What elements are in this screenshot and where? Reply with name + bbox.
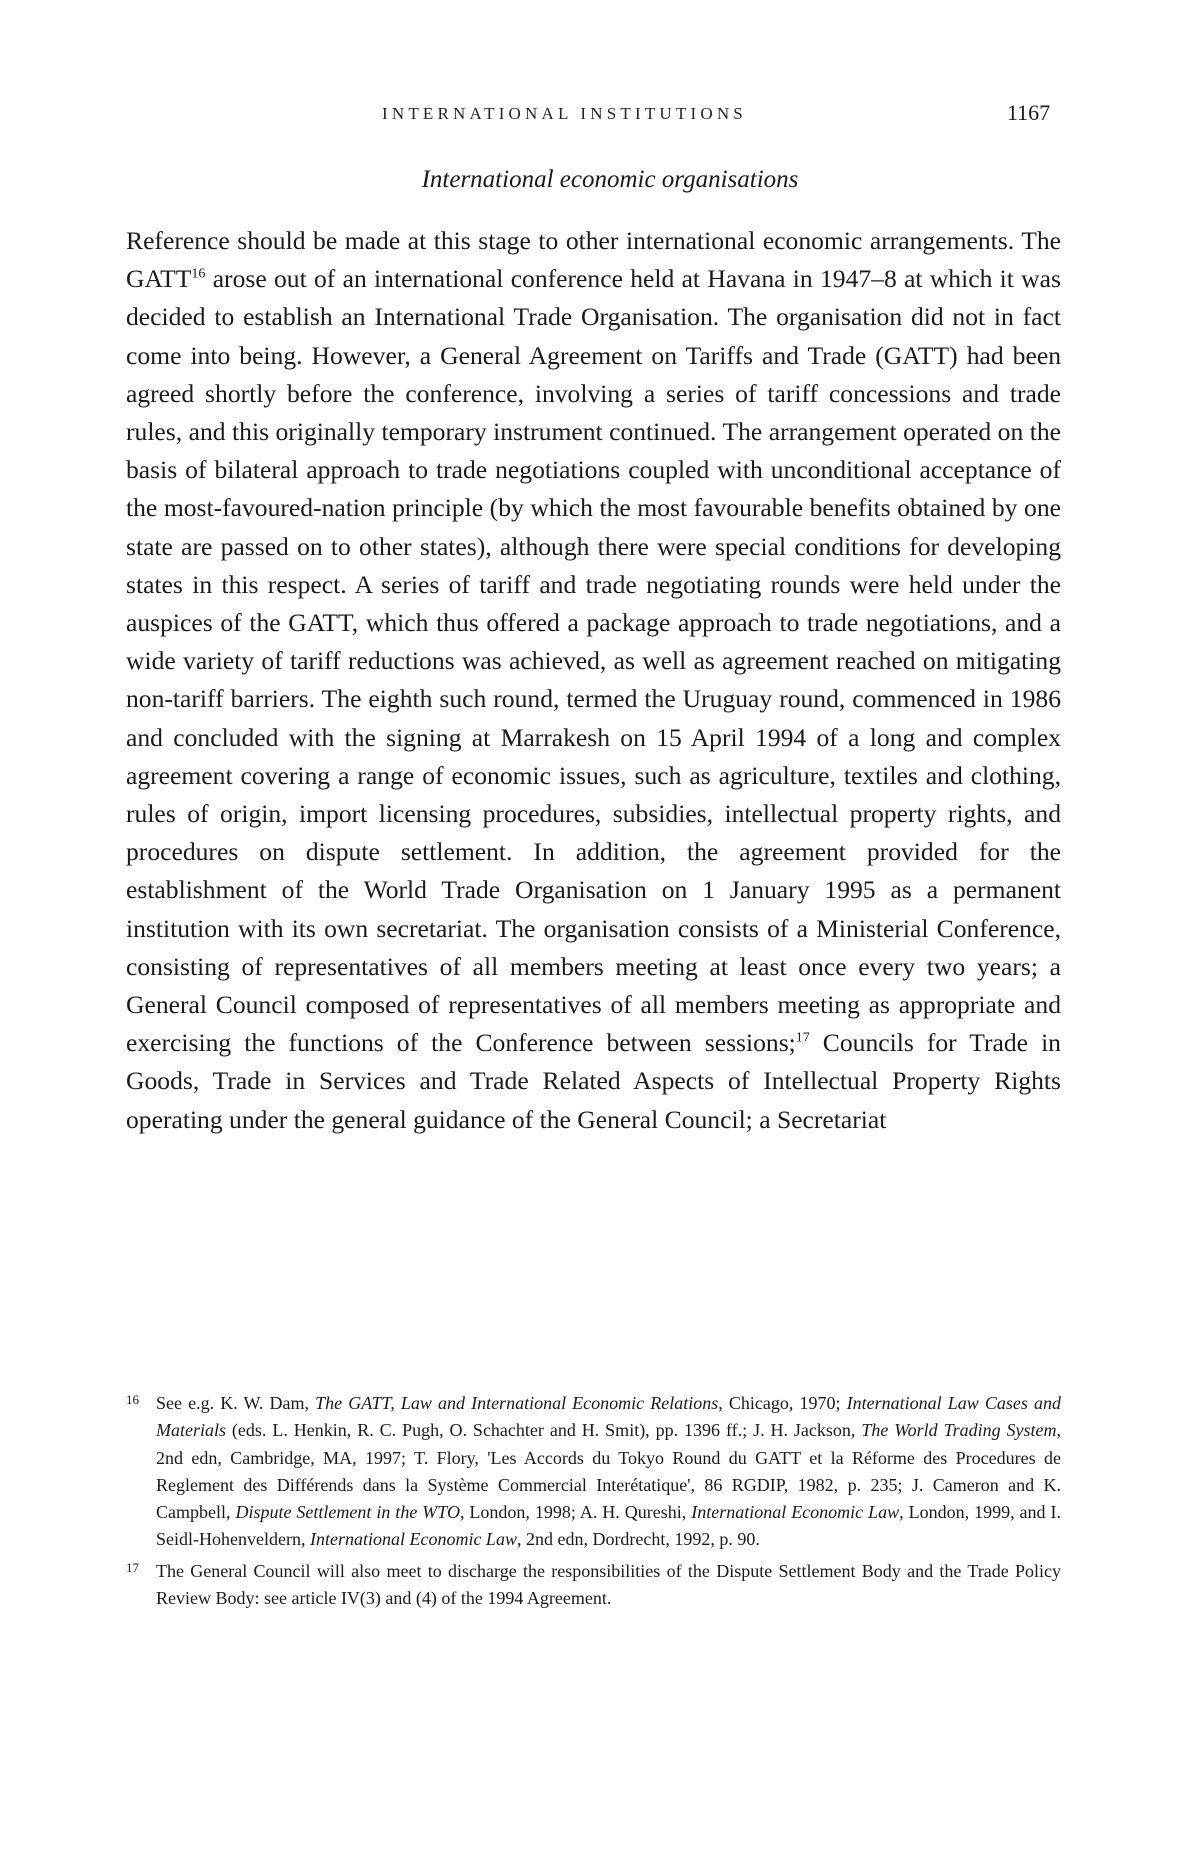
footnote-title-italic: International Economic Law [309,1529,517,1550]
footnote-text: , 2nd edn, Dordrecht, 1992, p. 90. [516,1529,760,1550]
footnote-title-italic: International Economic Law [691,1502,900,1523]
footnote-text: , Chicago, 1970; [718,1393,847,1413]
footnote-number: 16 [126,1392,139,1407]
footnote-title-italic: International Law Cases and Materials [156,1393,1061,1441]
footnote-title-italic: The World Trading System [861,1420,1057,1441]
footnote-text: , London, 1999, and I. Seidl-Hohenveldern, [156,1502,1061,1550]
body-text-part-2: arose out of an international conference held at Havana in 1947–8 at which it was decided to establish an International Trade Organisation. The organisation did not in fact come into being. However, a General Agreement on Tariffs and Trade (GATT) had been agreed shortly before the conference, involving a series of tariff concessions and trade rules, and this originally temporary instrument continued. The arrangement operated on the basis of bilateral approach to trade negotiations coupled with unconditional acceptance of the most-favoured-nation principle (by which the most favourable benefits obtained by one state are passed on to other states), although there were special conditions for developing states in this respect. A series of tariff and trade negotiating rounds were held under the auspices of the GATT, which thus offered a package approach to trade negotiations, and a wide variety of tariff reductions was achieved, as well as agreement reached on mitigating non-tariff barriers. The eighth such round, termed the Uruguay round, commenced in 1986 and concluded with the signing at Marrakesh on 15 April 1994 of a long and complex agreement covering a range of economic issues, such as agriculture, textiles and clothing, rules of origin, import licensing procedures, subsidies, intellectual property rights, and procedures on dispute settlement. In addition, the agreement provided for the establishment of the World Trade Organisation on 1 January 1995 as a permanent institution with its own secretariat. The organisation consists of a Ministerial Conference, consisting of representatives of all members meeting at least once every two years; a General Council composed of representatives of all members meeting as appropriate and exercising the functions of the Conference between sessions; [126,264,1061,1058]
body-text-part-1: Reference should be made at this stage to other international economic arrangements. The GATT [126,226,1061,294]
footnote-17 [126,1558,1061,1613]
body-paragraph [126,222,1061,1139]
page-number: 1167 [1007,100,1051,125]
footnote-number: 17 [126,1559,139,1575]
section-heading [0,166,1200,194]
body-text-part-3: Councils for Trade in Goods, Trade in Services and Trade Related Aspects of Intellectual Property Rights operating under the general guidance of the General Council; a Secretariat [126,1028,1061,1134]
footnote-reference-16[interactable]: 16 [191,266,206,282]
footnote-text: , London, 1998; A. H. Qureshi, [459,1502,692,1523]
footnote-title-italic: Dispute Settlement in the WTO [235,1502,460,1523]
footnotes-section [126,1390,1061,1616]
footnote-16 [126,1390,1061,1554]
footnote-title-italic: The GATT, Law and International Economic Relations [315,1393,719,1413]
section-heading-text: International economic organisations [421,166,799,193]
footnote-reference-17[interactable]: 17 [795,1030,810,1046]
running-header-title: INTERNATIONAL INSTITUTIONS [382,104,747,123]
footnote-text: (eds. L. Henkin, R. C. Pugh, O. Schachter and H. Smit), pp. 1396 ff.; J. H. Jackson, [226,1420,862,1441]
footnote-text: See e.g. K. W. Dam, [156,1393,316,1413]
footnote-text: , 2nd edn, Cambridge, MA, 1997; T. Flory, 'Les Accords du Tokyo Round du GATT et la Réforme des Procedures de Reglement des Différends dans la Système Commercial Interétatique', 86 RGDIP, 1982, p. 235; J. Cameron and K. Campbell, [156,1420,1062,1523]
footnote-text: The General Council will also meet to discharge the responsibilities of the Dispute Settlement Body and the Trade Policy Review Body: see article IV(3) and (4) of the 1994 Agreement. [156,1560,1061,1609]
